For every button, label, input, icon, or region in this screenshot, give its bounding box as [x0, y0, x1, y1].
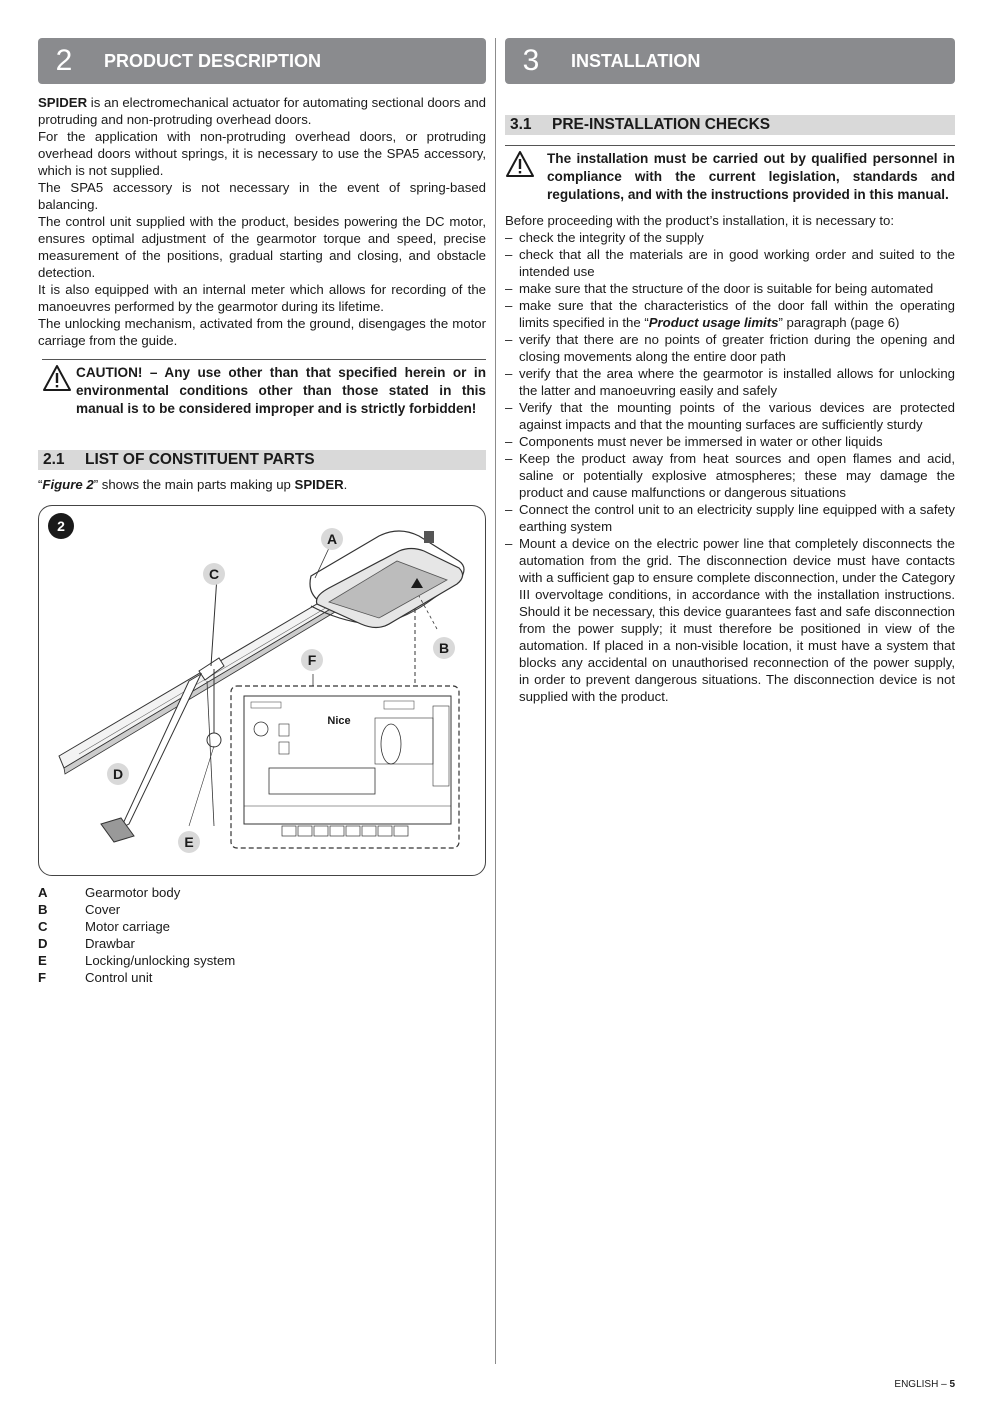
page-number: 5: [949, 1379, 955, 1390]
label-C: C: [208, 566, 220, 582]
list-item: – check that all the materials are in good working order and suited to the intended use: [505, 246, 955, 280]
legend-key: A: [38, 885, 48, 900]
list-item: – make sure that the structure of the door is suitable for being automated: [505, 280, 955, 297]
legend-text: Drawbar: [85, 936, 135, 951]
brand-name: SPIDER: [38, 95, 88, 110]
left-column: [38, 38, 486, 986]
list-item: – Connect the control unit to an electricity supply line equipped with a safety earthing system: [505, 501, 955, 535]
right-column: [505, 38, 955, 705]
legend-text: Cover: [85, 902, 121, 917]
figure-number: 2: [57, 518, 65, 534]
list-item: – verify that the area where the gearmotor is installed allows for unlocking the latter and manoeuvring easily and safely: [505, 365, 955, 399]
brand-name: SPIDER: [294, 477, 344, 492]
caution-box: [42, 359, 486, 418]
caution-text: CAUTION! – Any use other than that specified herein or in environmental conditions other than those stated in this manual is to be considered improper and is strictly forbidden!: [76, 365, 486, 416]
warning-icon: [42, 364, 76, 418]
figure-2: [38, 505, 486, 876]
intro-paragraph: [38, 94, 486, 128]
usage-limits-link: Product usage limits: [648, 315, 779, 330]
list-item: – Keep the product away from heat sources and open flames and acid, saline or potentially explosive atmospheres; these may damage the product and cause malfunctions or dangerous situations: [505, 450, 955, 501]
figure-reference: [38, 476, 486, 493]
legend-row: [38, 884, 486, 901]
section-title: INSTALLATION: [571, 50, 701, 71]
footer-language: ENGLISH –: [894, 1379, 950, 1390]
legend-row: [38, 952, 486, 969]
quote-open: “: [38, 477, 43, 492]
legend-row: [38, 935, 486, 952]
label-D: D: [112, 766, 124, 782]
legend-text: Motor carriage: [85, 919, 171, 934]
legend-key: B: [38, 902, 48, 917]
legend-text: Locking/unlocking system: [85, 953, 236, 968]
subsection-title: LIST OF CONSTITUENT PARTS: [85, 451, 315, 468]
subsection-header-pre-installation: [505, 115, 955, 135]
label-B: B: [438, 640, 450, 656]
subsection-header-constituent-parts: [38, 450, 486, 470]
section-number: 3: [522, 44, 540, 77]
paragraph-spa5: For the application with non-protruding overhead doors, or protruding overhead doors without springs, it is necessary to use the SPA5 accessory, which is not supplied.: [38, 129, 486, 178]
list-item: – make sure that the characteristics of the door fall within the operating limits specified in the “Product usage limits” paragraph (page 6): [505, 297, 955, 331]
figure-ref-text: ” shows the main parts making up: [93, 477, 295, 492]
lead-text: Before proceeding with the product’s installation, it is necessary to:: [505, 213, 894, 228]
section-header-product-description: [38, 38, 486, 84]
product-description-body: [38, 94, 486, 349]
legend-row: [38, 969, 486, 986]
legend-text: Gearmotor body: [85, 885, 181, 900]
page-footer: [894, 1379, 955, 1390]
board-brand: Nice: [327, 715, 351, 727]
legend-key: C: [38, 919, 48, 934]
list-item: – Components must never be immersed in water or other liquids: [505, 433, 955, 450]
list-item: – verify that there are no points of greater friction during the opening and closing movements along the entire door path: [505, 331, 955, 365]
paragraph-control-unit: The control unit supplied with the product, besides powering the DC motor, ensures optimal adjustment of the gearmotor torque and speed, precise measurement of the positions, gradual starting and closing, and obstacle detection.: [38, 214, 486, 280]
legend-row: [38, 901, 486, 918]
list-item: – Verify that the mounting points of the various devices are protected against impacts and that the mounting surfaces are sufficiently sturdy: [505, 399, 955, 433]
subsection-number: 3.1: [510, 116, 532, 133]
legend-key: D: [38, 936, 48, 951]
legend-row: [38, 918, 486, 935]
figure-ref-link: Figure 2: [42, 477, 94, 492]
warning-box: [505, 145, 955, 204]
list-item: – Mount a device on the electric power line that completely disconnects the automation from the grid. The disconnection device must have contacts with a sufficient gap to ensure complete disconnection, under the Category III overvoltage conditions, in accordance with the installation instructions. Should it be necessary, this device guarantees fast and safe disconnection from the power supply; it must therefore be positioned in view of the automation. If placed in a non-visible location, it must have a system that blocks any accidental on unauthorised reconnection of the power supply, in order to prevent dangerous situations. The disconnection device is not supplied with the product.: [505, 535, 955, 705]
parts-legend: [38, 884, 486, 986]
checks-list: [505, 229, 955, 705]
label-E: E: [184, 834, 194, 850]
legend-text: Control unit: [85, 970, 153, 985]
paragraph-spring: The SPA5 accessory is not necessary in the event of spring-based balancing.: [38, 180, 486, 212]
intro-text: is an electromechanical actuator for automating sectional doors and protruding and non-protruding overhead doors.: [38, 95, 486, 127]
column-divider: [495, 38, 496, 1364]
label-F: F: [307, 652, 317, 668]
section-number: 2: [55, 44, 73, 77]
paragraph-unlocking: The unlocking mechanism, activated from the ground, disengages the motor carriage from the guide.: [38, 316, 486, 348]
figure-illustration: [39, 506, 485, 875]
period: .: [343, 477, 348, 492]
subsection-number: 2.1: [43, 451, 65, 468]
warning-icon: [505, 150, 547, 204]
subsection-title: PRE-INSTALLATION CHECKS: [552, 116, 771, 133]
label-A: A: [326, 531, 338, 547]
warning-text: The installation must be carried out by qualified personnel in compliance with the current legislation, standards and regulations, and with the instructions provided in this manual.: [547, 151, 955, 202]
paragraph-meter: It is also equipped with an internal meter which allows for recording of the manoeuvres performed by the gearmotor during its lifetime.: [38, 282, 486, 314]
legend-key: E: [38, 953, 47, 968]
list-item: – check the integrity of the supply: [505, 229, 955, 246]
legend-key: F: [38, 970, 47, 985]
section-title: PRODUCT DESCRIPTION: [104, 50, 322, 71]
section-header-installation: [505, 38, 955, 84]
